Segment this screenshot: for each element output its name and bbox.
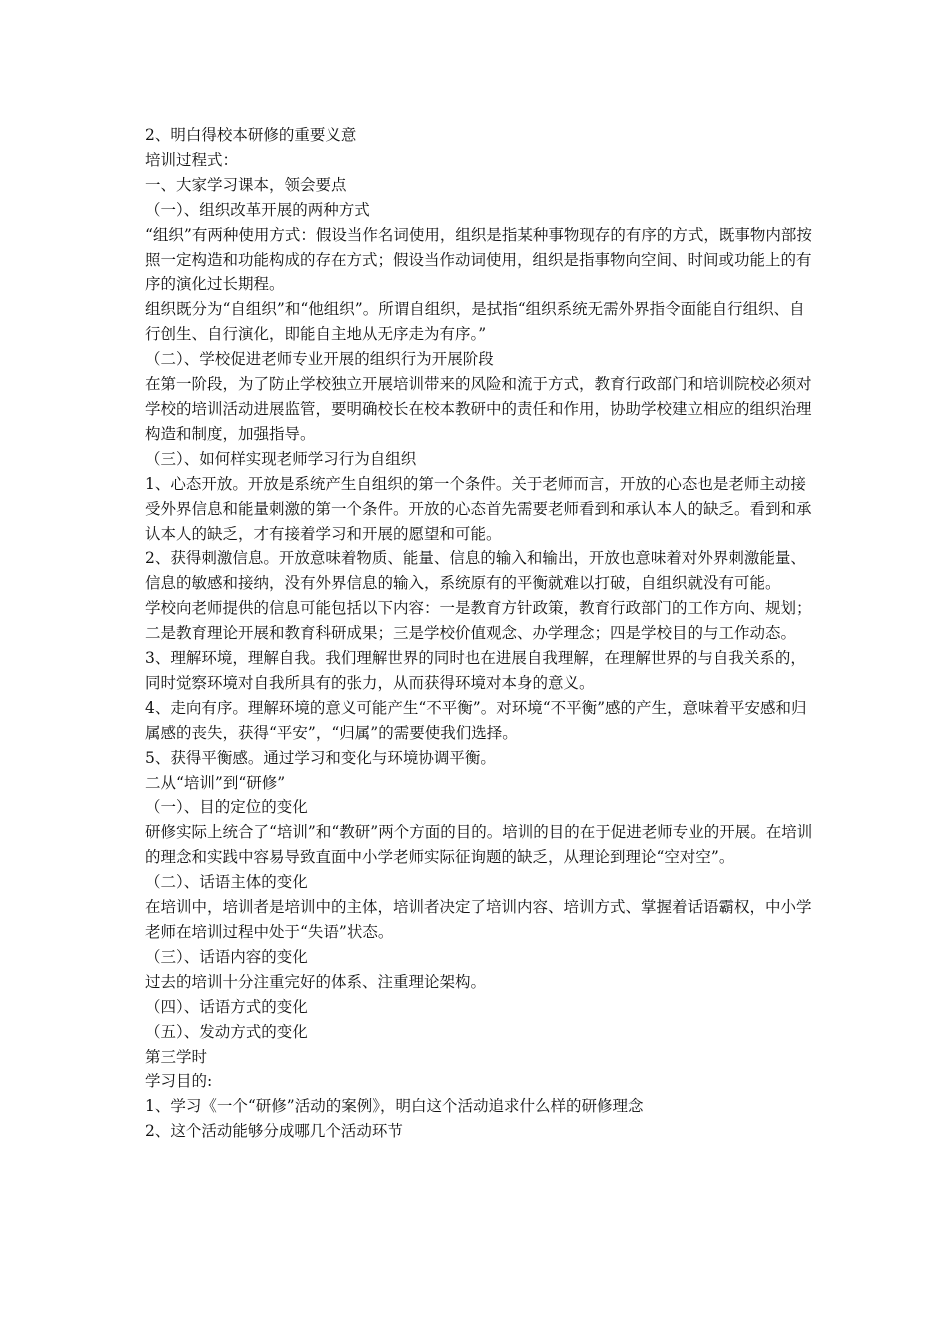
learning-goal-item-2: 2、这个活动能够分成哪几个活动环节: [145, 1122, 403, 1141]
paragraph-stimulus-info: 2、获得刺激信息。开放意味着物质、能量、信息的输入和输出，开放也意味着对外界刺激能量、信息的敏感和接纳，没有外界信息的输入，系统原有的平衡就难以打破，自组织就没有可能。: [145, 549, 806, 593]
paragraph-self-organization: 组织既分为“自组织”和“他组织”。所谓自组织，是拭指“组织系统无需外界指令面能自行组织、自行创生、自行演化，即能自主地从无序走为有序。”: [145, 300, 805, 344]
subheading-2-4: （四）、话语方式的变化: [145, 997, 308, 1016]
paragraph-discourse-subject: 在培训中，培训者是培训中的主体，培训者决定了培训内容、培训方式、掌握着话语霸权，中小学老师在培训过程中处于“失语”状态。: [145, 898, 812, 941]
section-heading-2: 二从“培训”到“研修”: [145, 773, 286, 792]
subheading-2-5: （五）、发动方式的变化: [145, 1022, 308, 1041]
paragraph-discourse-content: 过去的培训十分注重完好的体系、注重理论架构。: [145, 972, 487, 991]
learning-goal-item-1: 1、学习《一个“研修”活动的案例》，明白这个活动追求什么样的研修理念: [145, 1097, 644, 1116]
section-heading-1: 一、大家学习课本，领会要点: [145, 175, 347, 194]
subheading-2-3: （三）、话语内容的变化: [145, 947, 308, 966]
paragraph-organization-definition: “组织”有两种使用方式：假设当作名词使用，组织是指某种事物现存的有序的方式，既事物内部按照一定构造和功能构成的存在方式；假设当作动词使用，组织是指事物向空间、时间或功能上的有序的演化过长期程。: [145, 225, 812, 294]
paragraph-toward-order: 4、走向有序。理解环境的意义可能产生“不平衡”。对环境“不平衡”感的产生，意味着平安感和归属感的丧失，获得“平安”，“归属”的需要使我们选择。: [145, 698, 807, 742]
subheading-1-2: （二）、学校促进老师专业开展的组织行为开展阶段: [145, 350, 494, 369]
line-learning-goal-2: 2、明白得校本研修的重要义意: [145, 126, 357, 144]
lesson-heading-third: 第三学时: [145, 1047, 208, 1066]
subheading-2-1: （一）、目的定位的变化: [145, 798, 308, 817]
subheading-1-1: （一）、组织改革开展的两种方式: [145, 200, 370, 219]
paragraph-research-goal: 研修实际上统合了“培训”和“教研”两个方面的目的。培训的目的在于促进老师专业的开展。在培训的理念和实践中容易导致直面中小学老师实际征询题的缺乏，从理论到理论“空对空”。: [145, 823, 813, 867]
paragraph-open-mind: 1、心态开放。开放是系统产生自组织的第一个条件。关于老师而言，开放的心态也是老师主动接受外界信息和能量刺激的第一个条件。开放的心态首先需要老师看到和承认本人的缺乏。看到和承认本人的缺乏，才有接着学习和开展的愿望和可能。: [145, 474, 812, 543]
training-process-label: 培训过程式：: [145, 150, 239, 169]
subheading-1-3: （三）、如何样实现老师学习行为自组织: [145, 449, 417, 468]
document-page: [145, 123, 815, 1144]
paragraph-first-stage: 在第一阶段，为了防止学校独立开展培训带来的风险和流于方式，教育行政部门和培训院校必须对学校的培训活动进展监管，要明确校长在校本教研中的责任和作用，协助学校建立相应的组织治理构造和制度，加强指导。: [145, 375, 812, 443]
paragraph-balance: 5、获得平衡感。通过学习和变化与环境协调平衡。: [145, 748, 496, 767]
learning-goals-label: 学习目的:: [145, 1072, 213, 1091]
paragraph-school-info: 学校向老师提供的信息可能包括以下内容：一是教育方针政策，教育行政部门的工作方向、规划；二是教育理论开展和教育科研成果；三是学校价值观念、办学理念；四是学校目的与工作动态。: [145, 599, 812, 643]
subheading-2-2: （二）、话语主体的变化: [145, 873, 308, 892]
paragraph-understand-environment: 3、理解环境，理解自我。我们理解世界的同时也在进展自我理解，在理解世界的与自我关系的，同时觉察环境对自我所具有的张力，从而获得环境对本身的意义。: [145, 649, 806, 692]
